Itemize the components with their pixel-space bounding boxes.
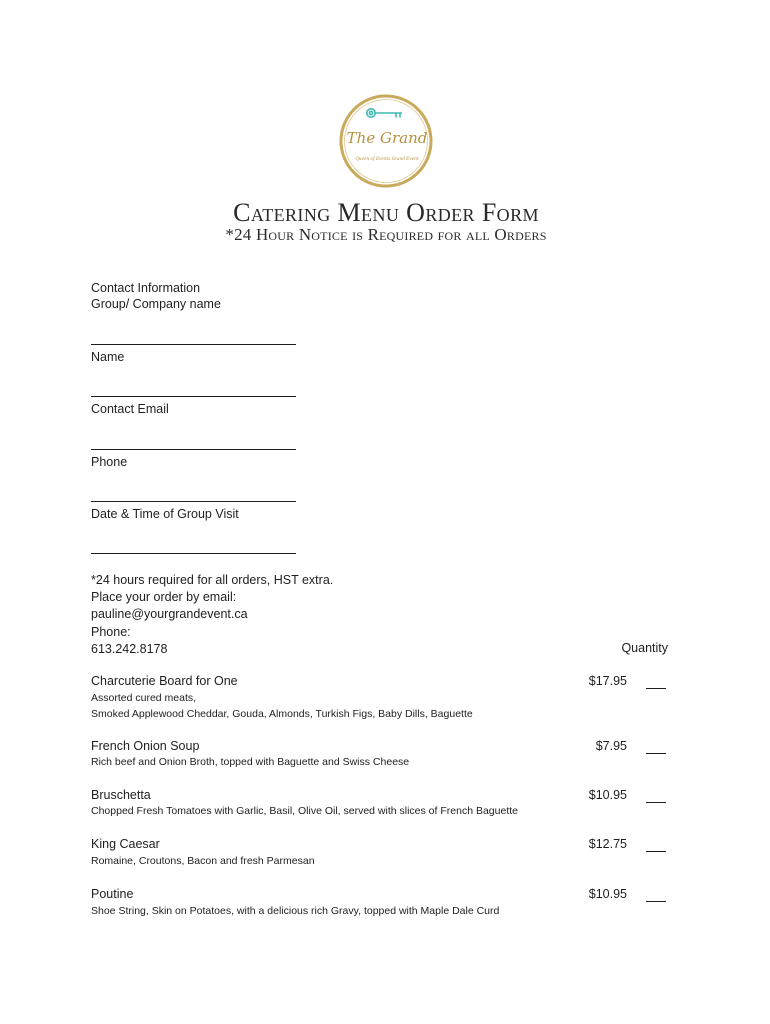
- order-email: pauline@yourgrandevent.ca: [91, 607, 248, 621]
- order-phone: 613.242.8178: [91, 642, 168, 656]
- svg-text:Queen of Events Grand Event: Queen of Events Grand Event: [355, 156, 419, 161]
- menu-item-name: Poutine: [91, 887, 134, 901]
- field-label-visit-date: Date & Time of Group Visit: [91, 507, 239, 521]
- visit-date-blank[interactable]: [91, 553, 296, 554]
- menu-item-desc: Rich beef and Onion Broth, topped with Baguette and Swiss Cheese: [91, 756, 410, 768]
- menu-item-price: $10.95: [588, 887, 627, 901]
- menu-item-price: $10.95: [588, 788, 627, 802]
- email-blank[interactable]: [91, 449, 296, 450]
- field-label-phone: Phone: [91, 455, 128, 469]
- page-subtitle: *24 Hour Notice is Required for all Orders: [225, 225, 547, 244]
- quantity-blank[interactable]: [646, 753, 666, 754]
- menu-item-name: King Caesar: [91, 837, 160, 851]
- menu-item-name: Charcuterie Board for One: [91, 674, 238, 688]
- menu-item-desc: Assorted cured meats,: [91, 692, 197, 704]
- menu-item-name: Bruschetta: [91, 788, 151, 802]
- quantity-blank[interactable]: [646, 901, 666, 902]
- phone-blank[interactable]: [91, 501, 296, 502]
- menu-item-name: French Onion Soup: [91, 739, 200, 753]
- contact-section-title: Contact Information: [91, 281, 201, 295]
- menu-item-desc: Romaine, Croutons, Bacon and fresh Parmesan: [91, 855, 315, 867]
- quantity-header: Quantity: [621, 641, 668, 655]
- menu-item-price: $17.95: [588, 674, 627, 688]
- menu-item-desc: Smoked Applewood Cheddar, Gouda, Almonds, Turkish Figs, Baby Dills, Baguette: [91, 708, 473, 720]
- menu-item-price: $7.95: [595, 739, 627, 753]
- menu-item-desc: Shoe String, Skin on Potatoes, with a delicious rich Gravy, topped with Maple Dale Curd: [91, 905, 500, 917]
- field-label-name: Name: [91, 350, 125, 364]
- quantity-blank[interactable]: [646, 802, 666, 803]
- company-name-blank[interactable]: [91, 344, 296, 345]
- the-grand-logo: [338, 93, 434, 189]
- page-title: Catering Menu Order Form: [233, 198, 539, 227]
- menu-item-desc: Chopped Fresh Tomatoes with Garlic, Basil, Olive Oil, served with slices of French Baguette: [91, 805, 518, 817]
- quantity-blank[interactable]: [646, 851, 666, 852]
- order-note: *24 hours required for all orders, HST extra.: [91, 573, 334, 587]
- quantity-blank[interactable]: [646, 688, 666, 689]
- name-blank[interactable]: [91, 396, 296, 397]
- order-instruction: Place your order by email:: [91, 590, 237, 604]
- field-label-email: Contact Email: [91, 402, 169, 416]
- menu-item-price: $12.75: [588, 837, 627, 851]
- key-icon: [367, 109, 402, 118]
- phone-label: Phone:: [91, 625, 131, 639]
- svg-text:The Grand: The Grand: [346, 129, 428, 147]
- field-label-company: Group/ Company name: [91, 297, 221, 311]
